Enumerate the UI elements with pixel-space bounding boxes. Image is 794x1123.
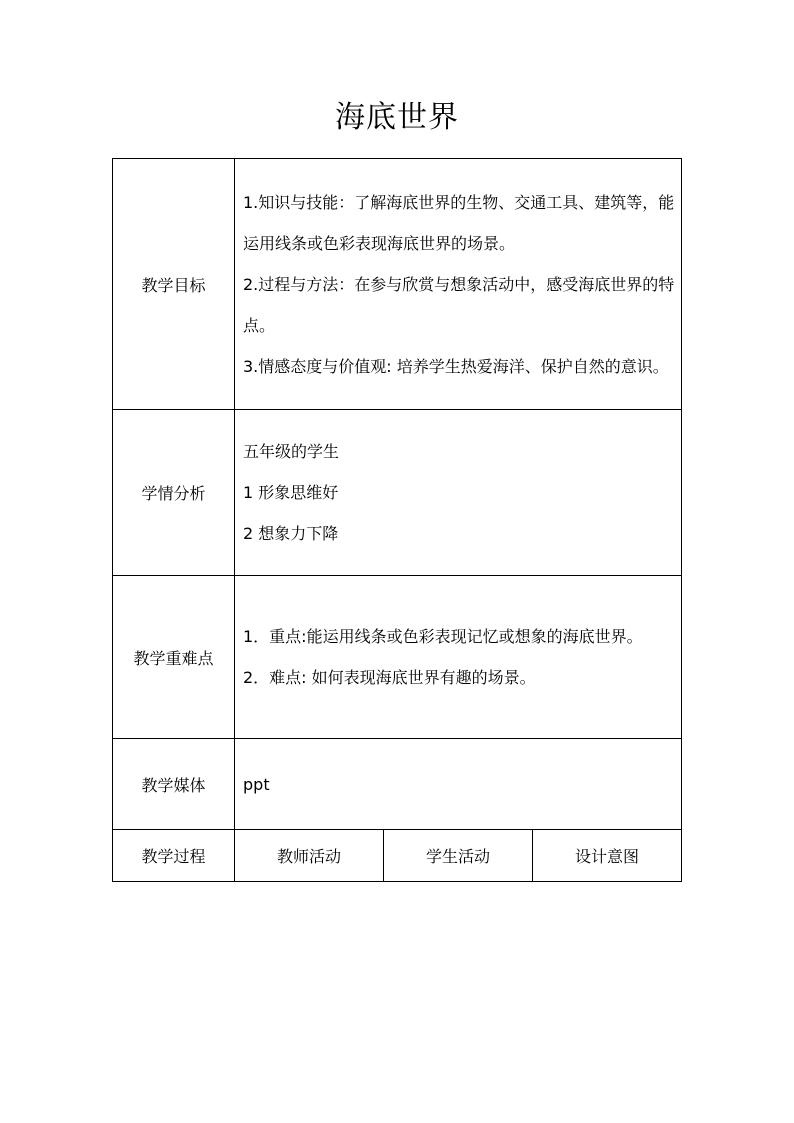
- media-value: ppt: [235, 739, 682, 830]
- key-points-content: [235, 576, 682, 739]
- design-intent-header: 设计意图: [533, 830, 682, 882]
- process-row: [113, 830, 682, 882]
- objective-item: 1.知识与技能：了解海底世界的生物、交通工具、建筑等，能运用线条或色彩表现海底世界的场景。: [243, 192, 675, 253]
- objectives-content: [235, 159, 682, 410]
- analysis-row: [113, 410, 682, 576]
- key-points-label: 教学重难点: [113, 576, 235, 739]
- process-label: 教学过程: [113, 830, 235, 882]
- media-label: 教学媒体: [113, 739, 235, 830]
- analysis-line: 2 想象力下降: [243, 524, 339, 543]
- page-title: 海底世界: [335, 100, 459, 135]
- key-point-item: 2．难点: 如何表现海底世界有趣的场景。: [243, 668, 536, 687]
- key-point-item: 1．重点:能运用线条或色彩表现记忆或想象的海底世界。: [243, 627, 643, 646]
- student-activity-header: 学生活动: [384, 830, 533, 882]
- analysis-label: 学情分析: [113, 410, 235, 576]
- lesson-plan-table: [112, 158, 682, 882]
- analysis-line: 五年级的学生: [243, 442, 340, 461]
- objective-item: 3.情感态度与价值观: 培养学生热爱海洋、保护自然的意识。: [243, 356, 669, 376]
- objectives-row: [113, 159, 682, 410]
- key-points-row: [113, 576, 682, 739]
- analysis-line: 1 形象思维好: [243, 483, 339, 502]
- analysis-content: [235, 410, 682, 576]
- media-row: [113, 739, 682, 830]
- objective-item: 2.过程与方法：在参与欣赏与想象活动中，感受海底世界的特点。: [243, 274, 675, 335]
- objectives-label: 教学目标: [113, 159, 235, 410]
- teacher-activity-header: 教师活动: [235, 830, 384, 882]
